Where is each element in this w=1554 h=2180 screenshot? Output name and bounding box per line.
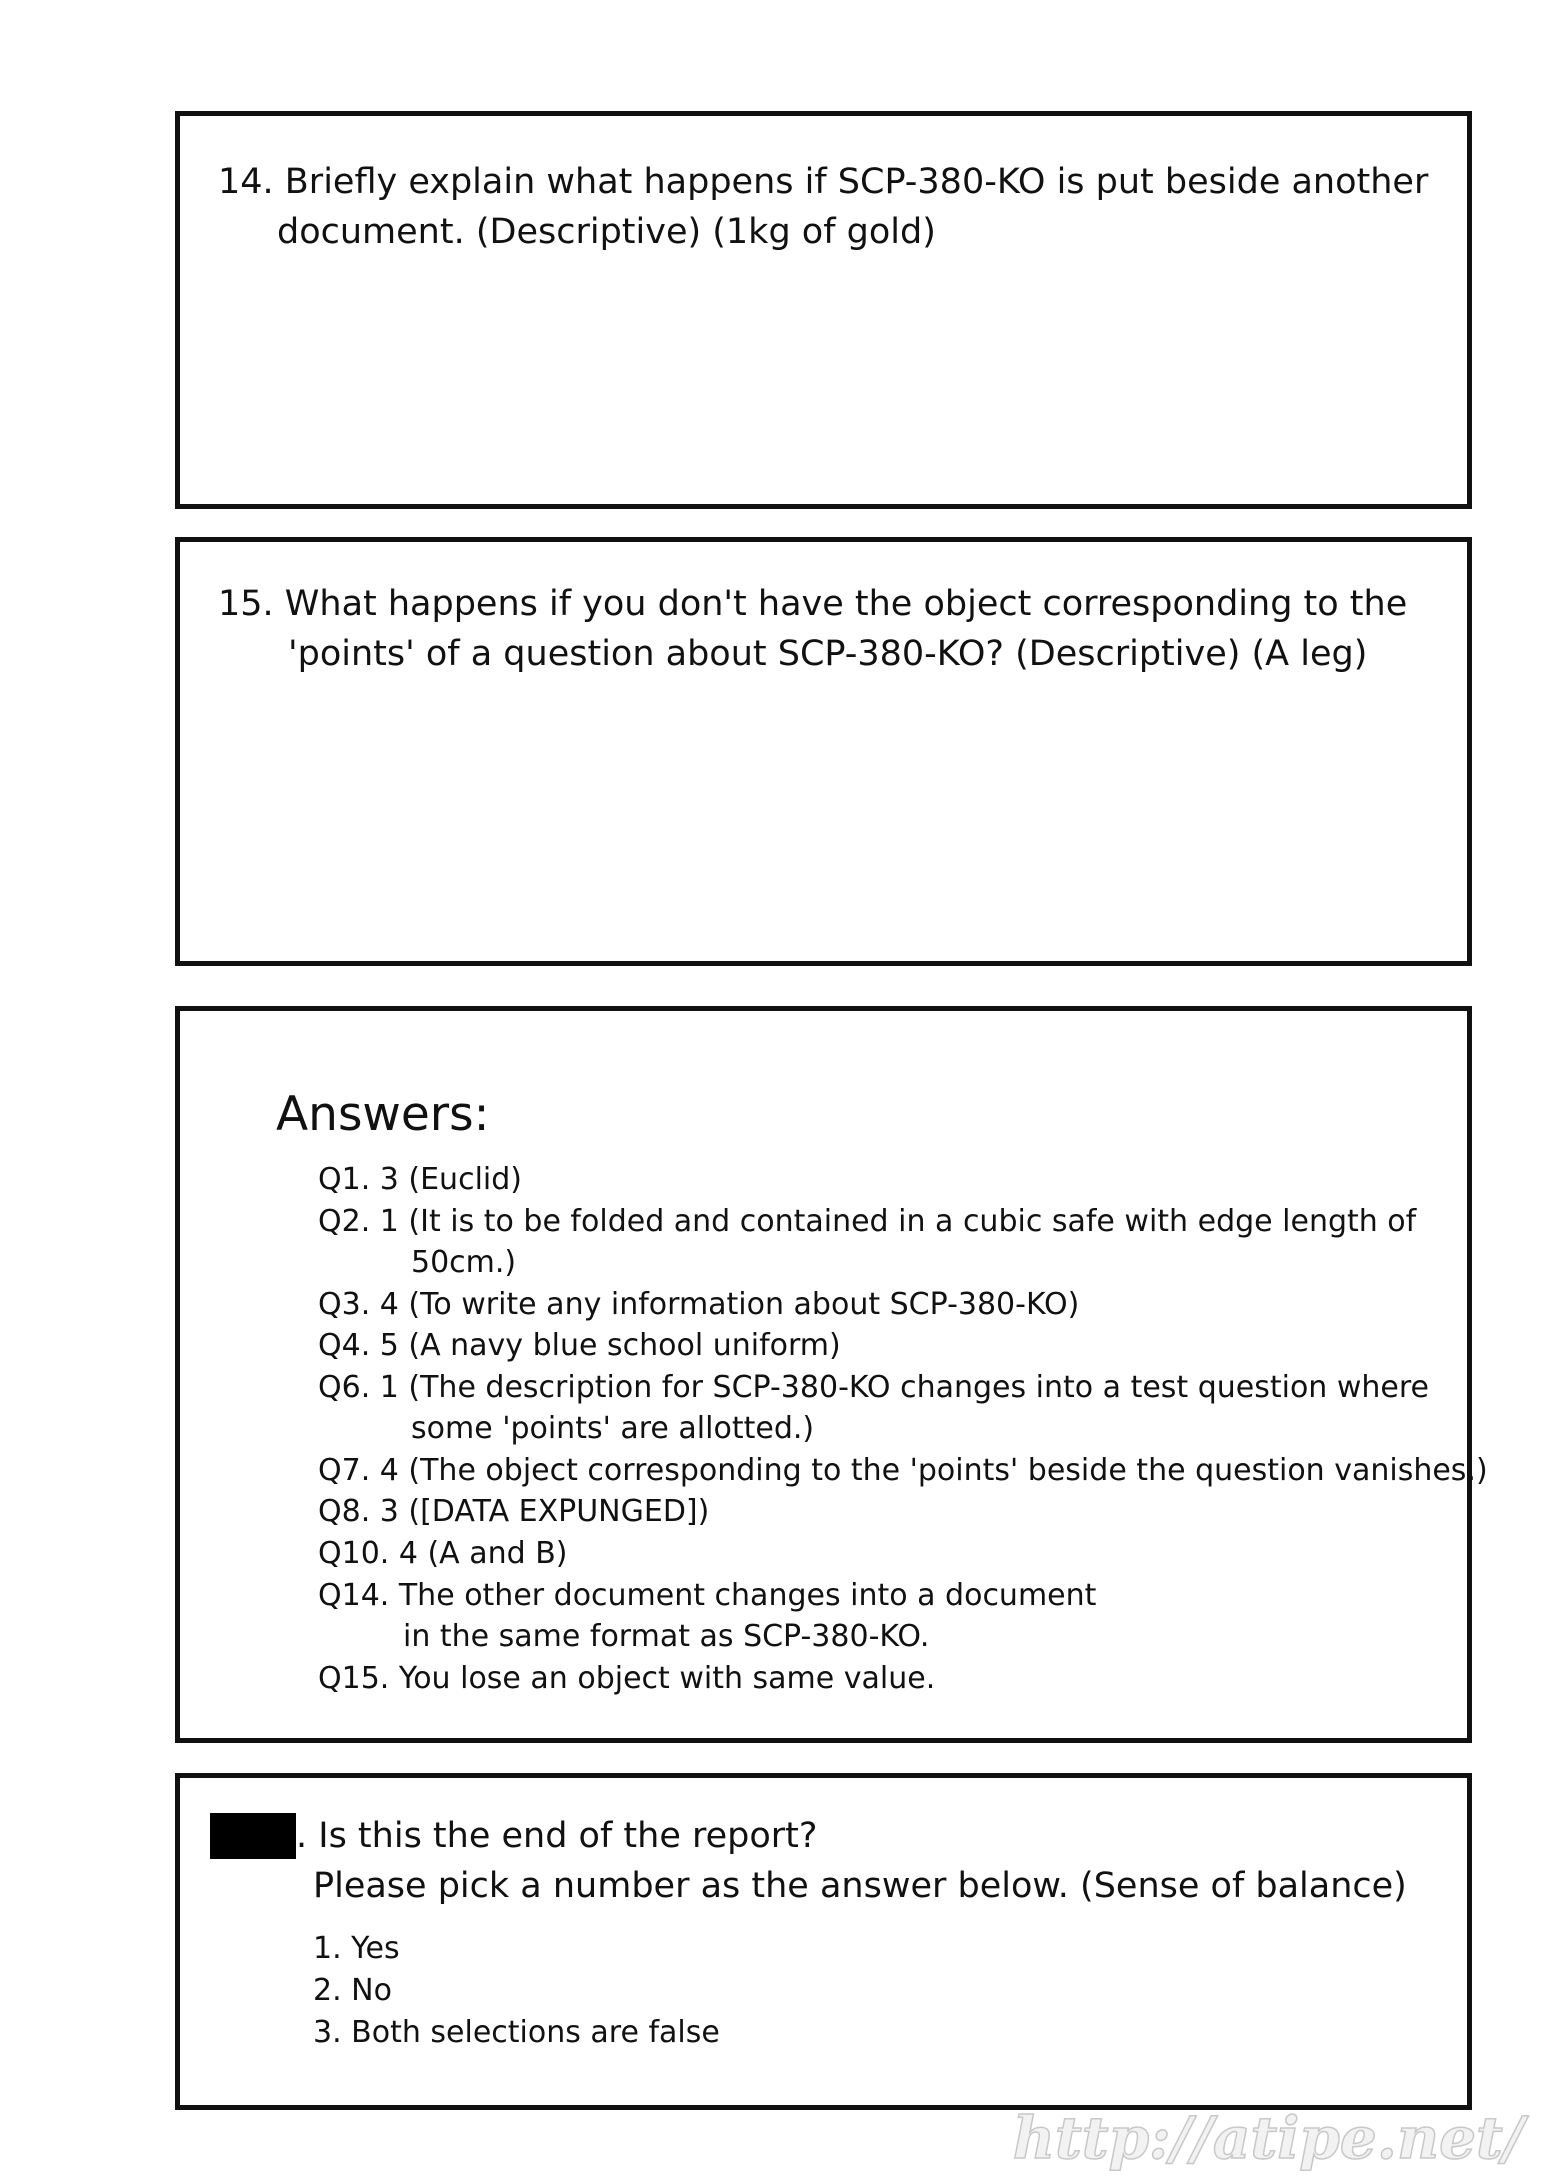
answer-line: Q6. 1 (The description for SCP-380-KO changes into a test question where [318, 1370, 1429, 1405]
question-14-box [175, 111, 1472, 509]
answers-title: Answers: [276, 1087, 490, 1142]
answer-line: Q3. 4 (To write any information about SCP-380-KO) [318, 1287, 1080, 1322]
question-14-text-line-2: document. (Descriptive) (1kg of gold) [277, 212, 936, 252]
answer-option: 2. No [313, 1973, 392, 2008]
answer-line: Q15. You lose an object with same value. [318, 1661, 936, 1696]
answer-line: some 'points' are allotted.) [411, 1411, 815, 1446]
watermark-text: http://atipe.net/ [1012, 2104, 1524, 2172]
answer-line: Q8. 3 ([DATA EXPUNGED]) [318, 1494, 710, 1529]
answer-line: Q2. 1 (It is to be folded and contained in a cubic safe with edge length of [318, 1204, 1417, 1239]
question-15-text-line-2: 'points' of a question about SCP-380-KO? (Descriptive) (A leg) [288, 634, 1368, 674]
answer-line: Q10. 4 (A and B) [318, 1536, 568, 1571]
answer-option: 3. Both selections are false [313, 2015, 720, 2050]
answer-option: 1. Yes [313, 1931, 400, 1966]
answer-line: 50cm.) [411, 1245, 517, 1280]
question-15-box [175, 537, 1472, 966]
answer-line: Q7. 4 (The object corresponding to the 'points' beside the question vanishes.) [318, 1453, 1488, 1488]
answer-line: Q1. 3 (Euclid) [318, 1162, 522, 1197]
answer-line: Q14. The other document changes into a document [318, 1578, 1097, 1613]
answer-line: in the same format as SCP-380-KO. [403, 1619, 930, 1654]
final-question-text-line-2: Please pick a number as the answer below. (Sense of balance) [313, 1866, 1407, 1906]
redacted-question-number [210, 1813, 296, 1859]
answers-box [175, 1006, 1488, 1743]
final-question-box [175, 1773, 1472, 2110]
question-15-text-line-1: 15. What happens if you don't have the object corresponding to the [218, 584, 1408, 624]
final-question-text-line-1: . Is this the end of the report? [296, 1816, 818, 1856]
question-14-text-line-1: 14. Briefly explain what happens if SCP-380-KO is put beside another [218, 162, 1429, 202]
answer-line: Q4. 5 (A navy blue school uniform) [318, 1328, 841, 1363]
